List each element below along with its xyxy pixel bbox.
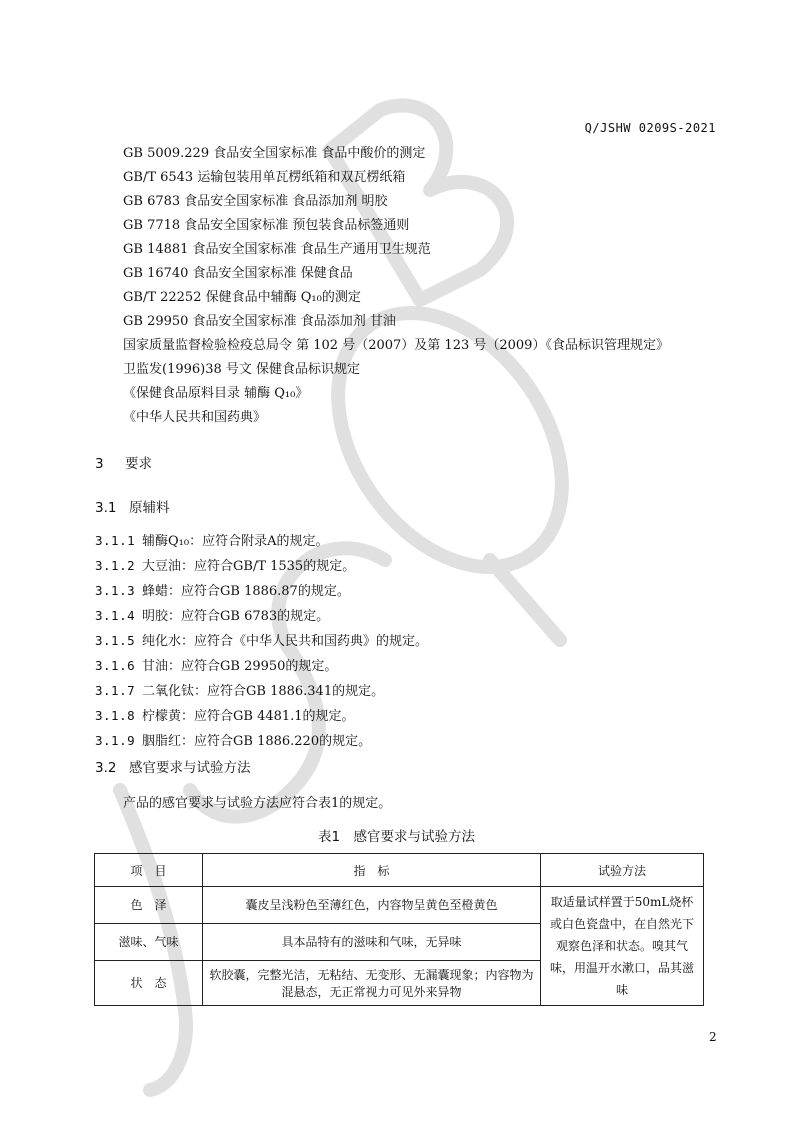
item-text: 大豆油：应符合GB/T 1535的规定。 <box>142 559 356 574</box>
reference-item: 《保健食品原料目录 辅酶 Q₁₀》 <box>123 386 309 401</box>
item-number: 3.1.2 <box>95 558 136 573</box>
item-number: 3.1.1 <box>95 533 136 548</box>
table-header-cell: 试验方法 <box>541 854 704 887</box>
item-number: 3.1.6 <box>95 658 136 673</box>
item-text: 纯化水：应符合《中华人民共和国药典》的规定。 <box>142 634 429 649</box>
table-cell-spec: 软胶囊，完整光洁，无粘结、无变形、无漏囊现象；内容物为混悬态，无正常视力可见外来异物 <box>203 960 541 1005</box>
item-number: 3.1.7 <box>95 683 136 698</box>
section-heading-3 <box>95 452 152 472</box>
item-text: 二氧化钛：应符合GB 1886.341的规定。 <box>142 684 385 699</box>
item-number: 3.1.3 <box>95 583 136 598</box>
body-paragraph: 产品的感官要求与试验方法应符合表1的规定。 <box>123 796 392 811</box>
requirement-item <box>95 604 428 629</box>
document-id: Q/JSHW 0209S-2021 <box>584 121 716 135</box>
item-text: 蜂蜡：应符合GB 1886.87的规定。 <box>142 584 350 599</box>
reference-item: 《中华人民共和国药典》 <box>123 410 267 425</box>
sensory-requirements-table <box>94 853 704 1006</box>
reference-item: GB 29950 食品安全国家标准 食品添加剂 甘油 <box>123 314 396 329</box>
item-text: 柠檬黄：应符合GB 4481.1的规定。 <box>142 709 355 724</box>
section-title: 要求 <box>125 456 152 472</box>
table-cell-method: 取适量试样置于50mL烧杯或白色瓷盘中，在自然光下观察色泽和状态。嗅其气味，用温开水漱口，品其滋味 <box>541 887 704 1006</box>
reference-item: 国家质量监督检验检疫总局令 第 102 号（2007）及第 123 号（2009）《食品标识管理规定》 <box>123 338 669 353</box>
item-number: 3.1.8 <box>95 708 136 723</box>
reference-item: GB 7718 食品安全国家标准 预包装食品标签通则 <box>123 218 410 233</box>
requirement-item <box>95 629 428 654</box>
section-title: 感官要求与试验方法 <box>129 760 251 776</box>
reference-item: GB 16740 食品安全国家标准 保健食品 <box>123 266 353 281</box>
requirement-item <box>95 579 428 604</box>
reference-item: GB/T 22252 保健食品中辅酶 Q₁₀的测定 <box>123 290 361 305</box>
requirement-item <box>95 654 428 679</box>
item-text: 甘油：应符合GB 29950的规定。 <box>142 659 338 674</box>
reference-item: 卫监发(1996)38 号文 保健食品标识规定 <box>123 362 361 377</box>
reference-item: GB 6783 食品安全国家标准 食品添加剂 明胶 <box>123 194 388 209</box>
table-cell-spec: 囊皮呈浅粉色至薄红色，内容物呈黄色至橙黄色 <box>203 887 541 924</box>
requirement-item <box>95 554 428 579</box>
section-heading-3-2 <box>95 756 251 776</box>
reference-item: GB/T 6543 运输包装用单瓦楞纸箱和双瓦楞纸箱 <box>123 170 406 185</box>
item-text: 辅酶Q₁₀：应符合附录A的规定。 <box>142 534 329 549</box>
table-header-row <box>95 854 704 887</box>
table-cell-item: 状 态 <box>95 960 203 1005</box>
section-heading-3-1 <box>95 496 170 516</box>
table-caption: 表1 感官要求与试验方法 <box>317 829 476 845</box>
table-header-cell: 项 目 <box>95 854 203 887</box>
table-cell-item: 滋味、气味 <box>95 923 203 960</box>
requirement-item <box>95 529 428 554</box>
item-number: 3.1.9 <box>95 733 136 748</box>
item-text: 胭脂红：应符合GB 1886.220的规定。 <box>142 734 372 749</box>
section-title: 原辅料 <box>129 500 170 516</box>
requirement-item <box>95 679 428 704</box>
table-row <box>95 887 704 924</box>
section-number: 3.1 <box>95 500 117 516</box>
item-text: 明胶：应符合GB 6783的规定。 <box>142 609 330 624</box>
requirement-list <box>95 529 428 754</box>
table-cell-spec: 具本品特有的滋味和气味，无异味 <box>203 923 541 960</box>
requirement-item <box>95 704 428 729</box>
table-header-cell: 指 标 <box>203 854 541 887</box>
item-number: 3.1.4 <box>95 608 136 623</box>
reference-list <box>123 142 669 430</box>
requirement-item <box>95 729 428 754</box>
section-number: 3.2 <box>95 760 117 776</box>
item-number: 3.1.5 <box>95 633 136 648</box>
reference-item: GB 5009.229 食品安全国家标准 食品中酸价的测定 <box>123 146 426 161</box>
reference-item: GB 14881 食品安全国家标准 食品生产通用卫生规范 <box>123 242 431 257</box>
section-number: 3 <box>95 456 104 472</box>
table-cell-item: 色 泽 <box>95 887 203 924</box>
page-number: 2 <box>709 1030 717 1044</box>
